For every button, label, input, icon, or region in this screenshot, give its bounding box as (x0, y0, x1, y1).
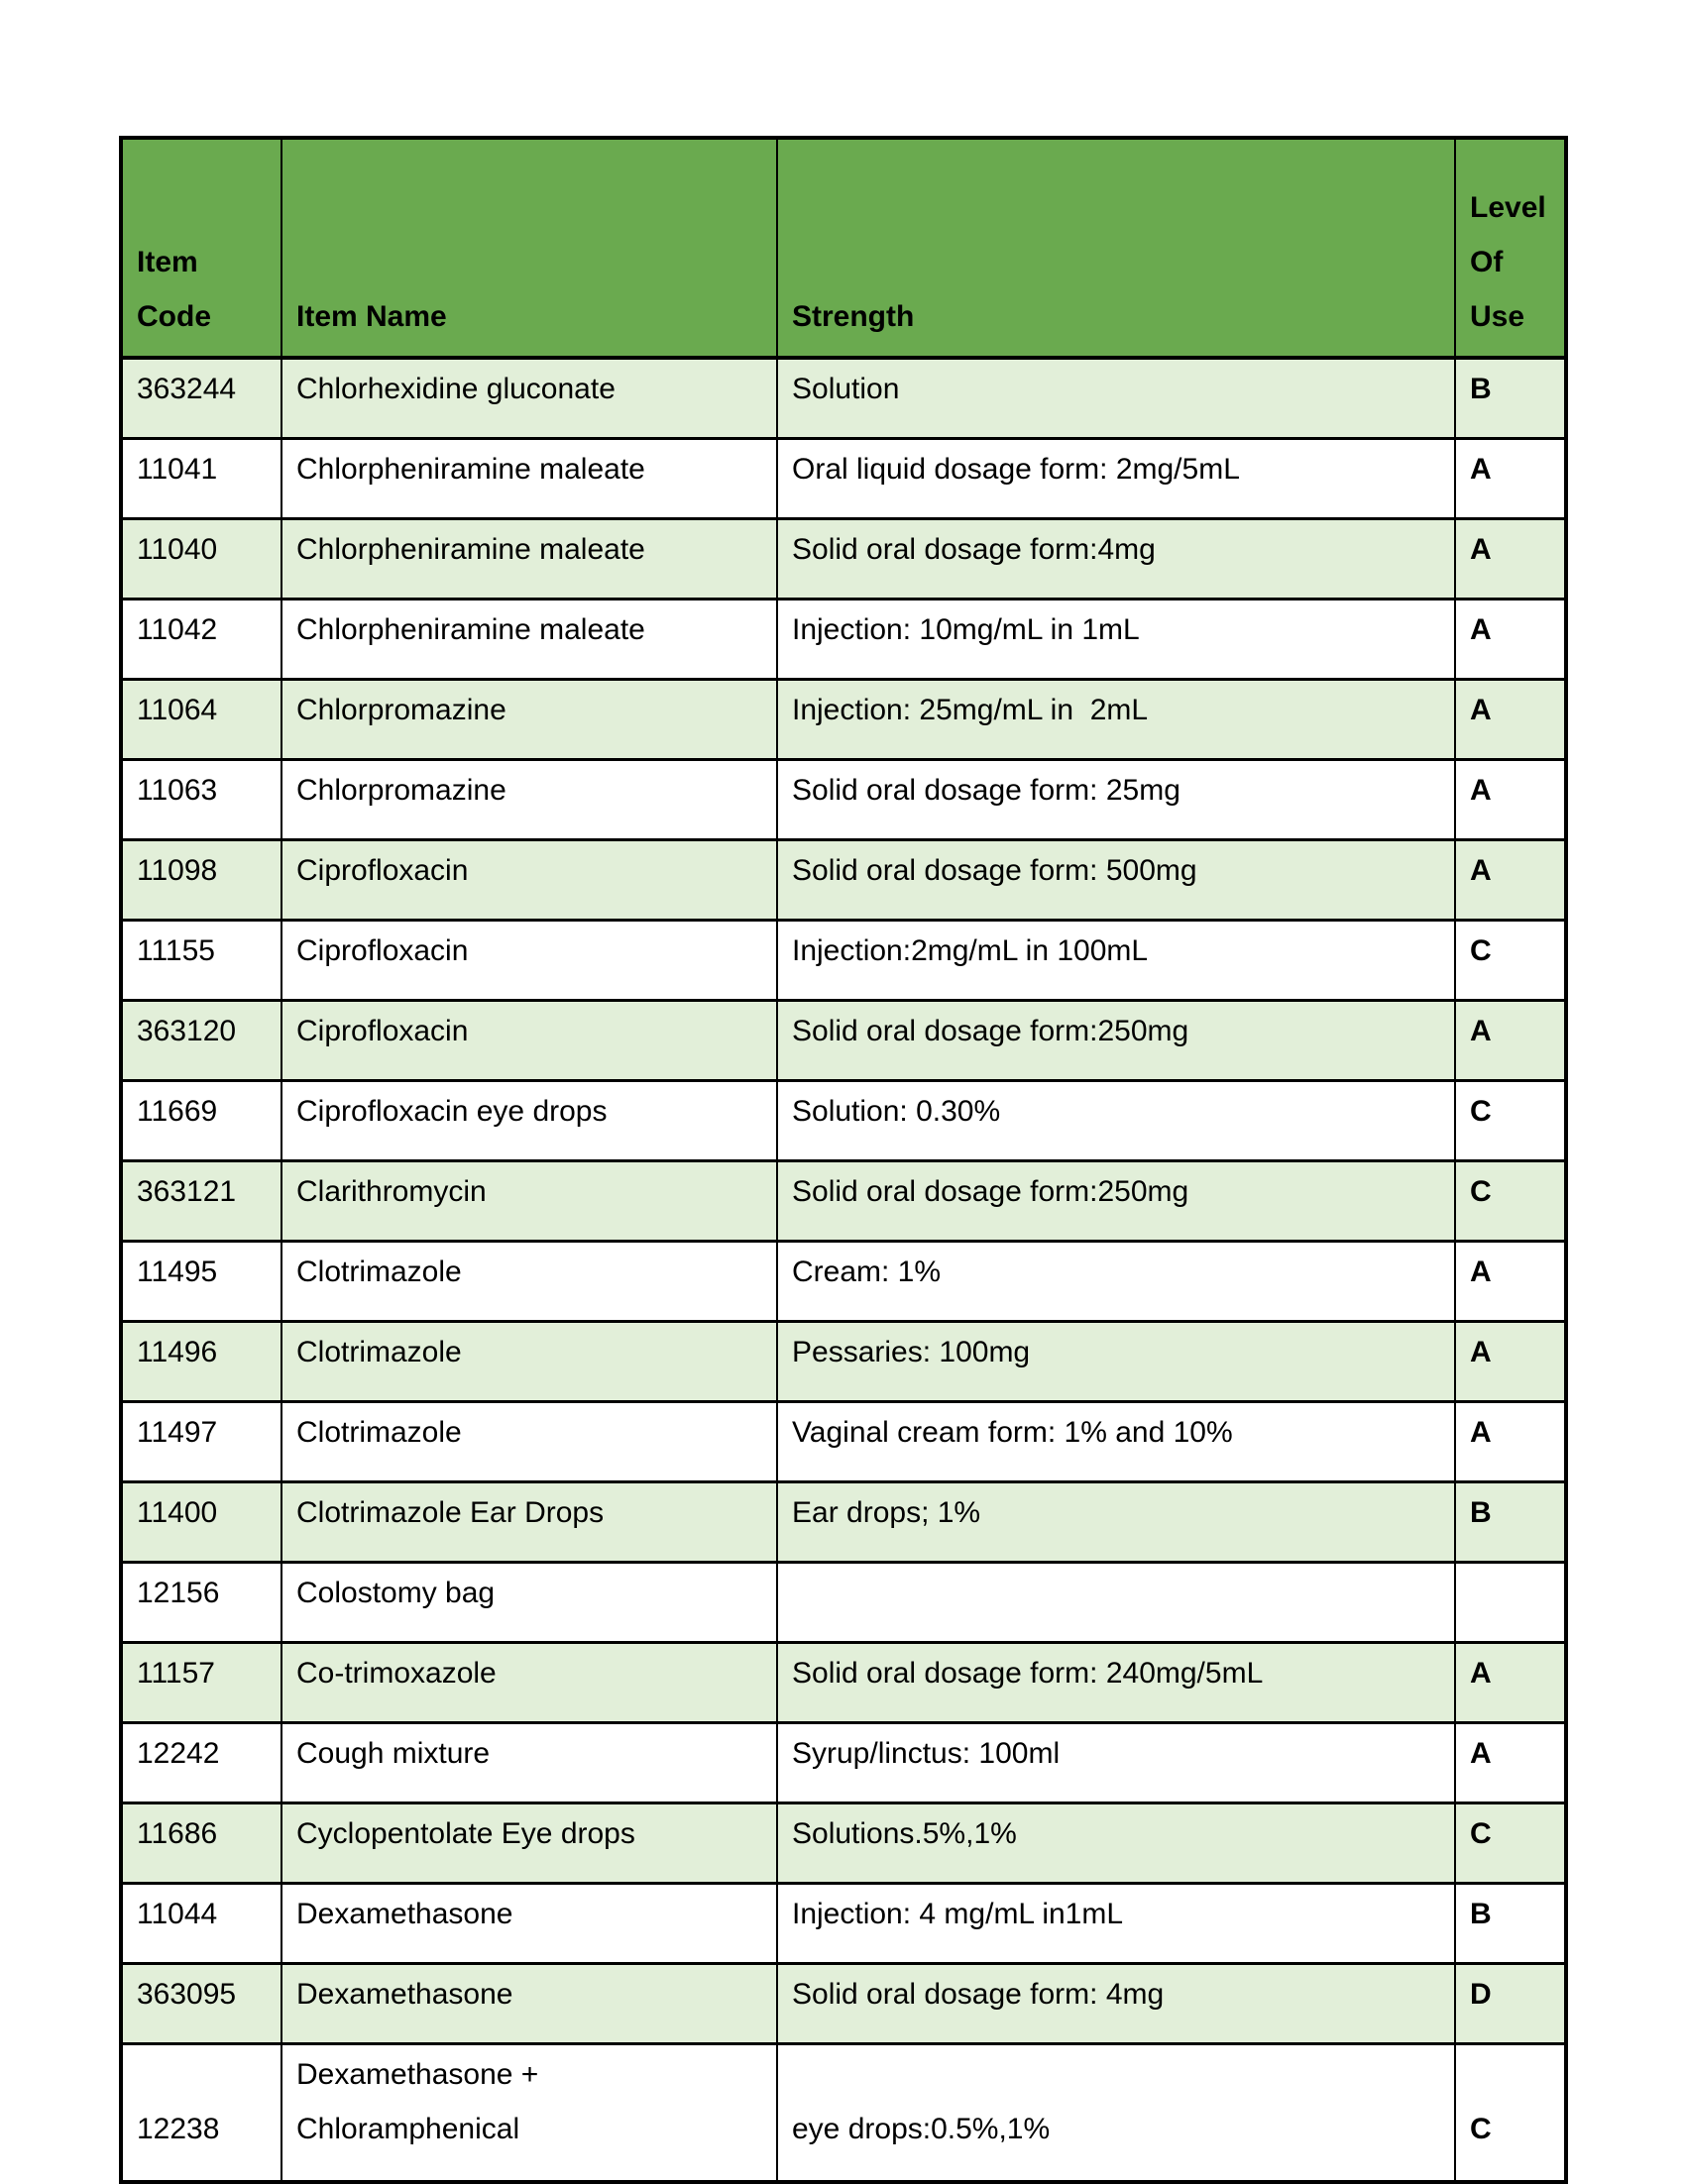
item-name: Colostomy bag (296, 1576, 496, 1609)
level-of-use-cell (1455, 1321, 1566, 1401)
strength-value: Pessaries: 100mg (792, 1335, 1031, 1368)
strength-value: Solutions.5%,1% (792, 1816, 1017, 1850)
strength-cell (777, 679, 1455, 759)
item-name: Ciprofloxacin (296, 853, 469, 887)
item-code-cell (121, 438, 281, 518)
level-of-use-cell (1455, 1241, 1566, 1321)
item-name-cell (281, 1802, 777, 1883)
strength-value: Solid oral dosage form: 4mg (792, 1977, 1165, 2011)
level-of-use-cell (1455, 1883, 1566, 1963)
item-name: Clotrimazole (296, 1335, 462, 1368)
level-of-use-cell (1455, 1963, 1566, 2043)
strength-value: Solid oral dosage form:250mg (792, 1014, 1189, 1047)
item-code-cell (121, 759, 281, 839)
strength-value: Solid oral dosage form: 25mg (792, 773, 1180, 807)
table-row (121, 1963, 1566, 2043)
strength-cell (777, 1802, 1455, 1883)
item-name: Ciprofloxacin eye drops (296, 1094, 608, 1128)
item-name-cell (281, 1883, 777, 1963)
item-code: 12156 (137, 1576, 220, 1609)
strength-cell (777, 1963, 1455, 2043)
item-name: Chlorpromazine (296, 773, 506, 807)
item-name: Co-trimoxazole (296, 1656, 497, 1690)
item-code: 363120 (137, 1014, 237, 1047)
table-row (121, 2043, 1566, 2182)
strength-cell (777, 839, 1455, 920)
header-strength (777, 138, 1455, 358)
level-of-use-value: A (1470, 452, 1492, 486)
strength-cell (777, 2043, 1455, 2182)
table-row (121, 1883, 1566, 1963)
item-code-cell (121, 1321, 281, 1401)
item-code-cell (121, 1000, 281, 1080)
item-name: Dexamethasone (296, 1897, 513, 1930)
level-of-use-value: A (1470, 532, 1492, 566)
table-row (121, 1321, 1566, 1401)
item-name-cell (281, 1481, 777, 1562)
item-code-cell (121, 1802, 281, 1883)
item-name: Dexamethasone + Chloramphenical (296, 2057, 547, 2145)
item-code-cell (121, 1241, 281, 1321)
item-name-cell (281, 679, 777, 759)
item-code-cell (121, 1963, 281, 2043)
item-name: Chlorpheniramine maleate (296, 532, 645, 566)
strength-cell (777, 1562, 1455, 1642)
strength-cell (777, 759, 1455, 839)
strength-value: Solid oral dosage form: 240mg/5mL (792, 1656, 1264, 1690)
level-of-use-value: C (1470, 933, 1492, 967)
strength-value: Solid oral dosage form:250mg (792, 1174, 1189, 1208)
item-code: 11041 (137, 452, 218, 486)
level-of-use-cell (1455, 518, 1566, 599)
level-of-use-value: A (1470, 1656, 1492, 1690)
level-of-use-cell (1455, 1160, 1566, 1241)
item-code: 363244 (137, 373, 237, 405)
strength-cell (777, 358, 1455, 438)
header-level-of-use-label: Level Of Use (1470, 191, 1555, 333)
table-row (121, 1562, 1566, 1642)
item-code-cell (121, 920, 281, 1000)
item-code-cell (121, 599, 281, 679)
item-name: Cyclopentolate Eye drops (296, 1816, 635, 1850)
strength-cell (777, 1160, 1455, 1241)
header-item-name (281, 138, 777, 358)
table-row (121, 839, 1566, 920)
table-row (121, 1642, 1566, 1722)
table-row (121, 1000, 1566, 1080)
level-of-use-cell (1455, 2043, 1566, 2182)
level-of-use-cell (1455, 1481, 1566, 1562)
level-of-use-cell (1455, 358, 1566, 438)
strength-cell (777, 1080, 1455, 1160)
strength-cell (777, 1722, 1455, 1802)
item-code: 11669 (137, 1094, 218, 1128)
level-of-use-value: B (1470, 1897, 1492, 1930)
item-name: Chlorhexidine gluconate (296, 373, 616, 405)
level-of-use-cell (1455, 839, 1566, 920)
item-name: Dexamethasone (296, 1977, 513, 2011)
item-code-cell (121, 518, 281, 599)
level-of-use-cell (1455, 1722, 1566, 1802)
table-row (121, 920, 1566, 1000)
table-row (121, 518, 1566, 599)
table-row (121, 1080, 1566, 1160)
item-name: Chlorpheniramine maleate (296, 452, 645, 486)
level-of-use-value: A (1470, 1736, 1492, 1770)
strength-cell (777, 1000, 1455, 1080)
item-code: 11155 (137, 933, 215, 967)
strength-value: Oral liquid dosage form: 2mg/5mL (792, 452, 1240, 486)
strength-cell (777, 518, 1455, 599)
item-code: 12238 (137, 2112, 220, 2145)
item-code-cell (121, 1160, 281, 1241)
item-code: 11400 (137, 1495, 218, 1529)
item-code-cell (121, 1080, 281, 1160)
item-name-cell (281, 1080, 777, 1160)
item-code-cell (121, 1883, 281, 1963)
table-row (121, 599, 1566, 679)
strength-cell (777, 920, 1455, 1000)
table-row (121, 679, 1566, 759)
item-name-cell (281, 1963, 777, 2043)
header-item-code (121, 138, 281, 358)
item-name-cell (281, 1160, 777, 1241)
strength-value: Vaginal cream form: 1% and 10% (792, 1415, 1233, 1449)
level-of-use-value: C (1470, 2112, 1492, 2145)
item-name: Cough mixture (296, 1736, 491, 1770)
table-row (121, 759, 1566, 839)
table-row (121, 1160, 1566, 1241)
strength-cell (777, 1481, 1455, 1562)
level-of-use-cell (1455, 679, 1566, 759)
item-code-cell (121, 839, 281, 920)
level-of-use-cell (1455, 759, 1566, 839)
item-code: 12242 (137, 1736, 220, 1770)
level-of-use-cell (1455, 920, 1566, 1000)
strength-cell (777, 599, 1455, 679)
item-code: 11063 (137, 773, 218, 807)
level-of-use-cell (1455, 438, 1566, 518)
level-of-use-value: A (1470, 693, 1492, 726)
item-code-cell (121, 358, 281, 438)
drug-items-table (119, 136, 1568, 2184)
level-of-use-value: A (1470, 1014, 1492, 1047)
item-code: 11496 (137, 1335, 218, 1368)
table-row (121, 1401, 1566, 1481)
item-code: 11497 (137, 1415, 218, 1449)
level-of-use-cell (1455, 599, 1566, 679)
strength-cell (777, 1642, 1455, 1722)
strength-value: eye drops:0.5%,1% (792, 2112, 1051, 2145)
level-of-use-value: A (1470, 1415, 1492, 1449)
header-item-name-label: Item Name (296, 300, 447, 333)
level-of-use-cell (1455, 1642, 1566, 1722)
level-of-use-cell (1455, 1000, 1566, 1080)
item-code: 11044 (137, 1897, 218, 1930)
strength-value: Cream: 1% (792, 1255, 942, 1288)
level-of-use-value: B (1470, 373, 1492, 405)
item-name-cell (281, 1722, 777, 1802)
item-name: Chlorpheniramine maleate (296, 612, 645, 646)
level-of-use-value: A (1470, 1255, 1492, 1288)
item-code: 11495 (137, 1255, 218, 1288)
item-code-cell (121, 1642, 281, 1722)
table-header (121, 138, 1566, 358)
level-of-use-value: C (1470, 1094, 1492, 1128)
strength-value: Solution (792, 373, 900, 405)
item-code-cell (121, 2043, 281, 2182)
item-code-cell (121, 1481, 281, 1562)
table-row (121, 1481, 1566, 1562)
header-strength-label: Strength (792, 300, 915, 333)
table-row (121, 1802, 1566, 1883)
table-row (121, 358, 1566, 438)
item-code: 11157 (137, 1656, 215, 1690)
strength-value: Solid oral dosage form: 500mg (792, 853, 1197, 887)
strength-value: Injection: 25mg/mL in 2mL (792, 693, 1149, 726)
level-of-use-value: B (1470, 1495, 1492, 1529)
level-of-use-value: A (1470, 612, 1492, 646)
level-of-use-cell (1455, 1080, 1566, 1160)
item-name-cell (281, 759, 777, 839)
item-name-cell (281, 1000, 777, 1080)
strength-value: Injection: 4 mg/mL in1mL (792, 1897, 1124, 1930)
table-row (121, 1722, 1566, 1802)
strength-value: Injection: 10mg/mL in 1mL (792, 612, 1140, 646)
level-of-use-value: D (1470, 1977, 1492, 2011)
item-name-cell (281, 518, 777, 599)
header-level-of-use (1455, 138, 1566, 358)
level-of-use-cell (1455, 1802, 1566, 1883)
item-code: 11064 (137, 693, 218, 726)
item-code: 11042 (137, 612, 218, 646)
table-body (121, 358, 1566, 2182)
item-code-cell (121, 1722, 281, 1802)
item-code: 11686 (137, 1816, 218, 1850)
strength-value: Injection:2mg/mL in 100mL (792, 933, 1149, 967)
item-code: 11098 (137, 853, 218, 887)
item-name: Ciprofloxacin (296, 1014, 469, 1047)
item-code-cell (121, 1401, 281, 1481)
item-name: Clotrimazole (296, 1415, 462, 1449)
level-of-use-cell (1455, 1401, 1566, 1481)
level-of-use-value: C (1470, 1816, 1492, 1850)
item-name: Chlorpromazine (296, 693, 506, 726)
item-code-cell (121, 679, 281, 759)
level-of-use-value: A (1470, 773, 1492, 807)
level-of-use-value: A (1470, 1335, 1492, 1368)
level-of-use-value: A (1470, 853, 1492, 887)
item-name-cell (281, 599, 777, 679)
item-name-cell (281, 920, 777, 1000)
item-name-cell (281, 1321, 777, 1401)
header-row (121, 138, 1566, 358)
strength-value: Syrup/linctus: 100ml (792, 1736, 1061, 1770)
strength-cell (777, 1321, 1455, 1401)
strength-value: Solid oral dosage form:4mg (792, 532, 1156, 566)
header-item-code-label: Item Code (137, 246, 211, 333)
item-name-cell (281, 1642, 777, 1722)
strength-cell (777, 438, 1455, 518)
strength-cell (777, 1241, 1455, 1321)
item-name-cell (281, 1401, 777, 1481)
item-name-cell (281, 839, 777, 920)
strength-value: Ear drops; 1% (792, 1495, 981, 1529)
item-code: 11040 (137, 532, 218, 566)
item-name-cell (281, 438, 777, 518)
item-code-cell (121, 1562, 281, 1642)
level-of-use-cell (1455, 1562, 1566, 1642)
item-code: 363121 (137, 1174, 237, 1208)
item-name: Clotrimazole Ear Drops (296, 1495, 605, 1529)
strength-value: Solution: 0.30% (792, 1094, 1001, 1128)
strength-cell (777, 1883, 1455, 1963)
item-name-cell (281, 358, 777, 438)
item-name: Clarithromycin (296, 1174, 487, 1208)
item-name-cell (281, 1562, 777, 1642)
item-name-cell (281, 2043, 777, 2182)
strength-cell (777, 1401, 1455, 1481)
table-row (121, 1241, 1566, 1321)
item-name: Clotrimazole (296, 1255, 462, 1288)
item-name-cell (281, 1241, 777, 1321)
item-code: 363095 (137, 1977, 237, 2011)
item-name: Ciprofloxacin (296, 933, 469, 967)
level-of-use-value: C (1470, 1174, 1492, 1208)
table-row (121, 438, 1566, 518)
